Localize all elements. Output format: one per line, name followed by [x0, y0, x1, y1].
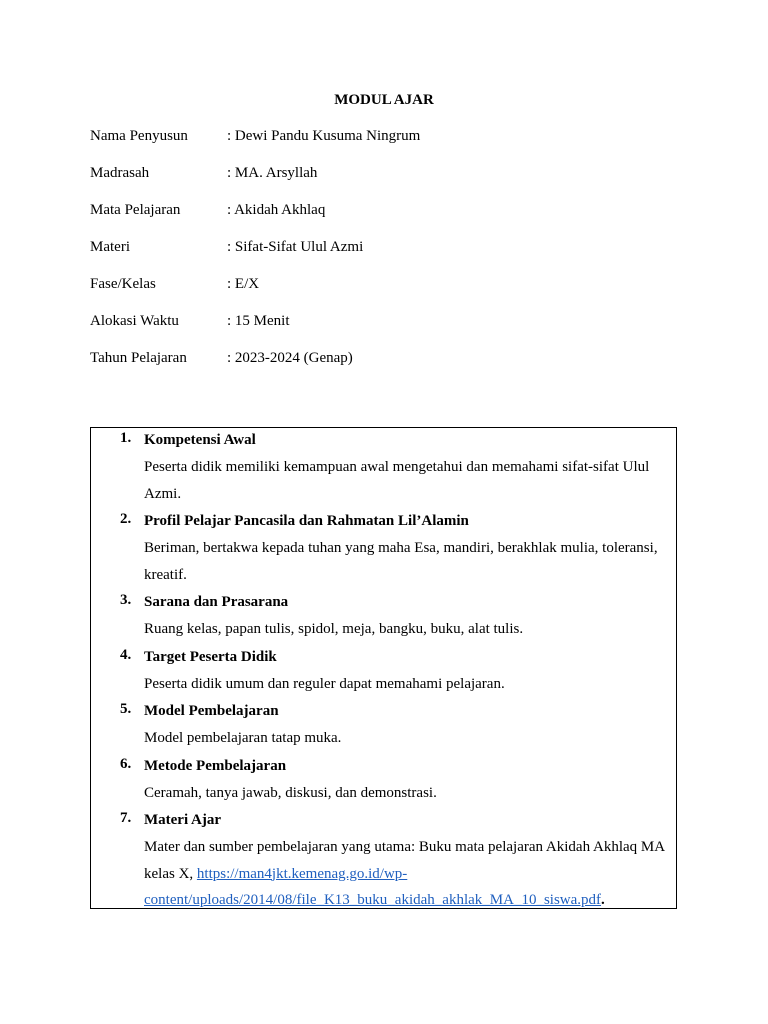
info-label: Mata Pelajaran [90, 202, 181, 218]
section-item [91, 756, 676, 807]
section-number: 6. [120, 755, 132, 772]
info-value: : MA. Arsyllah [227, 165, 318, 181]
info-value: : 2023-2024 (Genap) [227, 350, 353, 366]
section-number: 3. [120, 592, 132, 608]
link-end-period: . [601, 892, 605, 908]
section-body: Ceramah, tanya jawab, diskusi, dan demonstrasi. [144, 784, 437, 801]
section-item [91, 592, 676, 643]
info-label: Nama Penyusun [90, 128, 188, 144]
section-number: 2. [120, 511, 132, 527]
section-number: 1. [120, 430, 132, 446]
info-label: Fase/Kelas [90, 276, 156, 292]
info-label: Madrasah [90, 165, 150, 181]
section-heading: Profil Pelajar Pancasila dan Rahmatan Lil’Alamin [144, 513, 469, 529]
section-body: Peserta didik memiliki kemampuan awal mengetahui dan memahami sifat-sifat Ulul Azmi. [144, 459, 650, 502]
info-value: : Dewi Pandu Kusuma Ningrum [227, 128, 421, 144]
section-heading: Kompetensi Awal [144, 432, 256, 448]
section-heading: Metode Pembelajaran [144, 757, 287, 774]
info-value: : Sifat-Sifat Ulul Azmi [227, 239, 364, 255]
section-number: 5. [120, 701, 132, 717]
section-item [91, 647, 676, 698]
info-value: : E/X [227, 276, 260, 292]
section-heading: Target Peserta Didik [144, 648, 277, 665]
info-value: : 15 Menit [227, 313, 290, 329]
section-heading: Sarana dan Prasarana [144, 594, 289, 610]
section-number: 7. [120, 810, 132, 826]
section-item [91, 511, 676, 588]
section-list [91, 430, 676, 914]
section-heading: Model Pembelajaran [144, 703, 279, 719]
materi-ajar-link[interactable]: https://man4jkt.kemenag.go.id/wp-content/uploads/2014/08/file_K13_buku_akidah_akhlak_MA_10_siswa.pdf [144, 865, 602, 908]
section-item [91, 701, 676, 752]
section-body: Peserta didik umum dan reguler dapat memahami pelajaran. [144, 675, 505, 692]
section-body [144, 830, 668, 914]
section-body: Beriman, bertakwa kepada tuhan yang maha Esa, mandiri, berakhlak mulia, toleransi, kreatif. [144, 540, 658, 583]
section-body: Model pembelajaran tatap muka. [144, 730, 342, 746]
section-number: 4. [120, 646, 132, 663]
section-item [91, 810, 676, 914]
section-item [91, 430, 676, 507]
section-heading: Materi Ajar [144, 812, 222, 828]
info-label: Alokasi Waktu [90, 313, 179, 329]
info-label: Materi [90, 239, 130, 255]
document-title: MODUL AJAR [334, 92, 434, 108]
section-body: Ruang kelas, papan tulis, spidol, meja, bangku, buku, alat tulis. [144, 621, 524, 637]
content-box [90, 427, 677, 909]
section-body-text: Mater dan sumber pembelajaran yang utama: Buku mata pelajaran Akidah Akhlaq MA kelas X, [144, 839, 665, 882]
info-value: : Akidah Akhlaq [227, 202, 326, 218]
info-label: Tahun Pelajaran [90, 350, 187, 366]
